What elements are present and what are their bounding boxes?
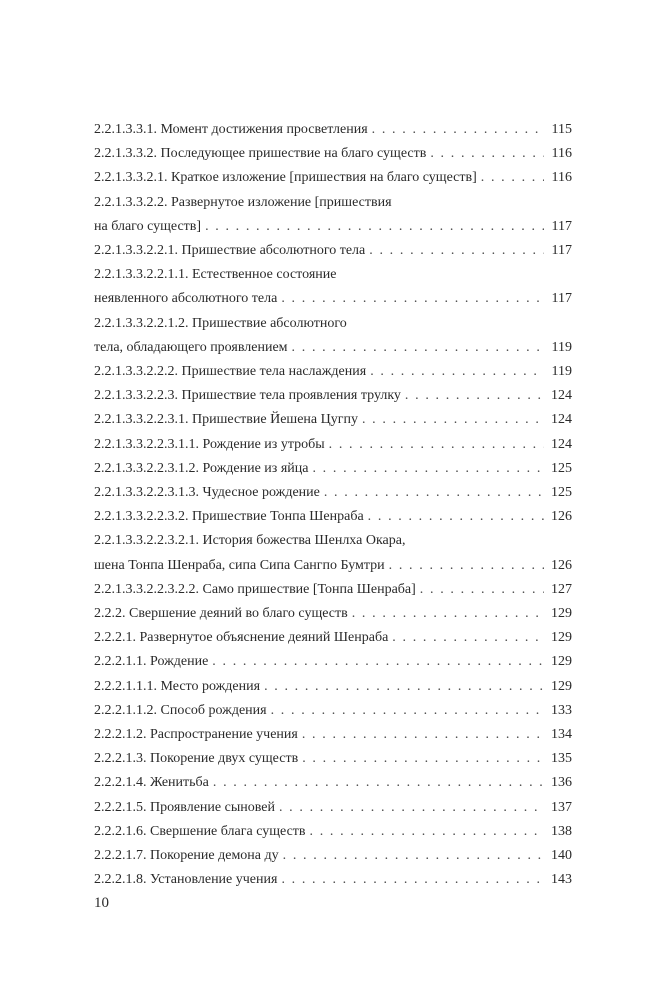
dot-leader (405, 384, 544, 408)
dot-leader (369, 239, 544, 263)
toc-entry-row (94, 723, 572, 747)
toc-entry-text: на благо существ] (94, 218, 202, 234)
toc-entry-text: 2.2.1.3.3.1. Момент достижения просветления (94, 122, 368, 137)
toc-page-number: 140 (551, 848, 572, 864)
dot-leader (281, 868, 544, 892)
dot-leader (292, 336, 544, 360)
toc-entry-row (94, 554, 572, 578)
toc-entry-text: 2.2.2.1.1. Рождение (94, 654, 209, 670)
dot-leader (370, 360, 544, 384)
toc-page-number: 125 (551, 485, 572, 501)
toc-entry (94, 408, 572, 432)
toc-entry-text: 2.2.2.1.7. Покорение демона ду (94, 848, 279, 864)
dot-leader (420, 578, 544, 602)
toc-entry-text: 2.2.1.3.3.2.2. Развернутое изложение [пришествия (94, 194, 392, 210)
toc-entry-text: 2.2.1.3.3.2.2.3. Пришествие тела проявления трулку (94, 388, 401, 404)
toc-entry-text: 2.2.2.1.4. Женитьба (94, 775, 209, 791)
toc-entry (94, 626, 572, 650)
dot-leader (312, 457, 544, 481)
toc-entry (94, 796, 572, 820)
toc-entry-text: 2.2.1.3.3.2.2.3.2.2. Само пришествие [Тонпа Шенраба] (94, 581, 416, 597)
toc-page-number: 116 (551, 146, 572, 162)
toc-entry-text: 2.2.2.1.1.1. Место рождения (94, 678, 261, 694)
toc-entry (94, 602, 572, 626)
toc-page-number: 126 (551, 509, 572, 525)
toc-entry-row (94, 336, 572, 360)
toc-entry (94, 457, 572, 481)
toc-entry-text: 2.2.2.1.8. Установление учения (94, 872, 278, 888)
toc-page-number: 124 (551, 412, 572, 428)
toc-entry (94, 844, 572, 868)
dot-leader (368, 505, 544, 529)
toc-entry-row (94, 433, 572, 457)
toc-page-number: 143 (551, 872, 572, 888)
toc-page-number: 133 (551, 702, 572, 718)
toc-entry (94, 142, 572, 166)
toc-page-number: 119 (551, 339, 572, 355)
table-of-contents (94, 118, 572, 893)
toc-entry-row (94, 118, 572, 142)
toc-page-number: 117 (551, 291, 572, 307)
toc-page-number: 138 (551, 823, 572, 839)
toc-entry-text: неявленного абсолютного тела (94, 291, 278, 307)
toc-entry-text: шена Тонпа Шенраба, сипа Сипа Сангпо Бумтри (94, 557, 385, 573)
toc-entry-text: 2.2.2.1.1.2. Способ рождения (94, 702, 267, 718)
toc-page-number: 125 (551, 460, 572, 476)
dot-leader (392, 626, 544, 650)
toc-entry (94, 578, 572, 602)
toc-entry-row (94, 650, 572, 674)
toc-entry (94, 723, 572, 747)
toc-page-number: 124 (551, 388, 572, 404)
toc-entry (94, 868, 572, 892)
toc-entry-row (94, 675, 572, 699)
toc-entry-row (94, 360, 572, 384)
toc-entry-row (94, 505, 572, 529)
toc-entry-row (94, 481, 572, 505)
toc-entry (94, 699, 572, 723)
toc-entry-row (94, 844, 572, 868)
toc-entry-text: 2.2.2.1.3. Покорение двух существ (94, 751, 299, 767)
toc-entry-text: 2.2.1.3.3.2.2.3.1.2. Рождение из яйца (94, 460, 309, 476)
toc-entry-row (94, 796, 572, 820)
toc-entry (94, 191, 572, 239)
toc-entry (94, 433, 572, 457)
toc-entry (94, 384, 572, 408)
dot-leader (481, 166, 544, 190)
dot-leader (430, 142, 544, 166)
dot-leader (271, 699, 544, 723)
dot-leader (329, 433, 544, 457)
toc-page-number: 115 (551, 122, 572, 137)
toc-entry-row (94, 239, 572, 263)
toc-page-number: 129 (551, 606, 572, 622)
toc-entry-row (94, 699, 572, 723)
toc-entry-row (94, 457, 572, 481)
toc-entry-row (94, 820, 572, 844)
toc-page-number: 127 (551, 581, 572, 597)
toc-entry-row (94, 384, 572, 408)
toc-page-number: 129 (551, 630, 572, 646)
toc-entry-text: 2.2.1.3.3.2.2.3.1.3. Чудесное рождение (94, 485, 320, 501)
toc-entry-row (94, 868, 572, 892)
toc-entry (94, 263, 572, 311)
dot-leader (310, 820, 544, 844)
dot-leader (389, 554, 544, 578)
toc-page-number: 116 (551, 170, 572, 186)
toc-entry-text: 2.2.1.3.3.2.1. Краткое изложение [пришествия на благо существ] (94, 170, 477, 186)
toc-page-number: 129 (551, 678, 572, 694)
toc-entry (94, 360, 572, 384)
toc-entry-text: 2.2.2. Свершение деяний во благо существ (94, 606, 348, 622)
toc-entry (94, 529, 572, 577)
dot-leader (279, 796, 544, 820)
toc-entry-row (94, 215, 572, 239)
dot-leader (283, 844, 544, 868)
toc-entry-row (94, 408, 572, 432)
toc-entry-text: 2.2.1.3.3.2.2.1. Пришествие абсолютного тела (94, 243, 366, 259)
dot-leader (213, 771, 544, 795)
toc-entry-row (94, 578, 572, 602)
toc-entry-row (94, 166, 572, 190)
dot-leader (302, 723, 544, 747)
toc-entry-text: 2.2.2.1. Развернутое объяснение деяний Шенраба (94, 630, 389, 646)
toc-page-number: 134 (551, 727, 572, 743)
dot-leader (362, 408, 544, 432)
toc-entry (94, 481, 572, 505)
toc-page-number: 126 (551, 557, 572, 573)
toc-entry-text: 2.2.2.1.6. Свершение блага существ (94, 823, 306, 839)
toc-entry-text: 2.2.2.1.5. Проявление сыновей (94, 799, 275, 815)
toc-entry-text: 2.2.1.3.3.2.2.2. Пришествие тела наслаждения (94, 364, 367, 380)
toc-page-number: 117 (551, 218, 572, 234)
toc-entry-row (94, 142, 572, 166)
toc-entry-row (94, 747, 572, 771)
toc-entry (94, 675, 572, 699)
toc-page-number: 119 (551, 364, 572, 380)
page-number: 10 (94, 895, 109, 911)
dot-leader (324, 481, 544, 505)
toc-page-number: 117 (551, 243, 572, 259)
toc-entry-text: тела, обладающего проявлением (94, 339, 288, 355)
toc-entry (94, 239, 572, 263)
dot-leader (212, 650, 544, 674)
toc-entry-row (94, 771, 572, 795)
dot-leader (372, 118, 544, 142)
toc-entry-row (94, 287, 572, 311)
toc-entry-text: 2.2.1.3.3.2.2.1.2. Пришествие абсолютного (94, 315, 347, 331)
dot-leader (281, 287, 544, 311)
toc-entry-text: 2.2.2.1.2. Распространение учения (94, 727, 298, 743)
toc-entry-text: 2.2.1.3.3.2.2.3.2.1. История божества Шенлха Окара, (94, 533, 406, 549)
toc-entry-text: 2.2.1.3.3.2.2.1.1. Естественное состояние (94, 267, 337, 283)
toc-entry (94, 747, 572, 771)
toc-entry-text: 2.2.1.3.3.2.2.3.1. Пришествие Йешена Цугпу (94, 412, 358, 428)
toc-entry (94, 820, 572, 844)
toc-page-number: 137 (551, 799, 572, 815)
dot-leader (352, 602, 544, 626)
toc-entry (94, 118, 572, 142)
dot-leader (264, 675, 544, 699)
toc-entry-text: 2.2.1.3.3.2.2.3.2. Пришествие Тонпа Шенраба (94, 509, 364, 525)
toc-page-number: 135 (551, 751, 572, 767)
toc-page-number: 124 (551, 436, 572, 452)
toc-page-number: 129 (551, 654, 572, 670)
toc-entry (94, 771, 572, 795)
toc-entry (94, 650, 572, 674)
toc-entry-row (94, 602, 572, 626)
toc-entry-row (94, 626, 572, 650)
toc-entry (94, 312, 572, 360)
toc-page-number: 136 (551, 775, 572, 791)
dot-leader (302, 747, 544, 771)
dot-leader (205, 215, 544, 239)
toc-entry (94, 505, 572, 529)
toc-entry-text: 2.2.1.3.3.2.2.3.1.1. Рождение из утробы (94, 436, 325, 452)
toc-entry (94, 166, 572, 190)
toc-entry-text: 2.2.1.3.3.2. Последующее пришествие на благо существ (94, 146, 427, 162)
